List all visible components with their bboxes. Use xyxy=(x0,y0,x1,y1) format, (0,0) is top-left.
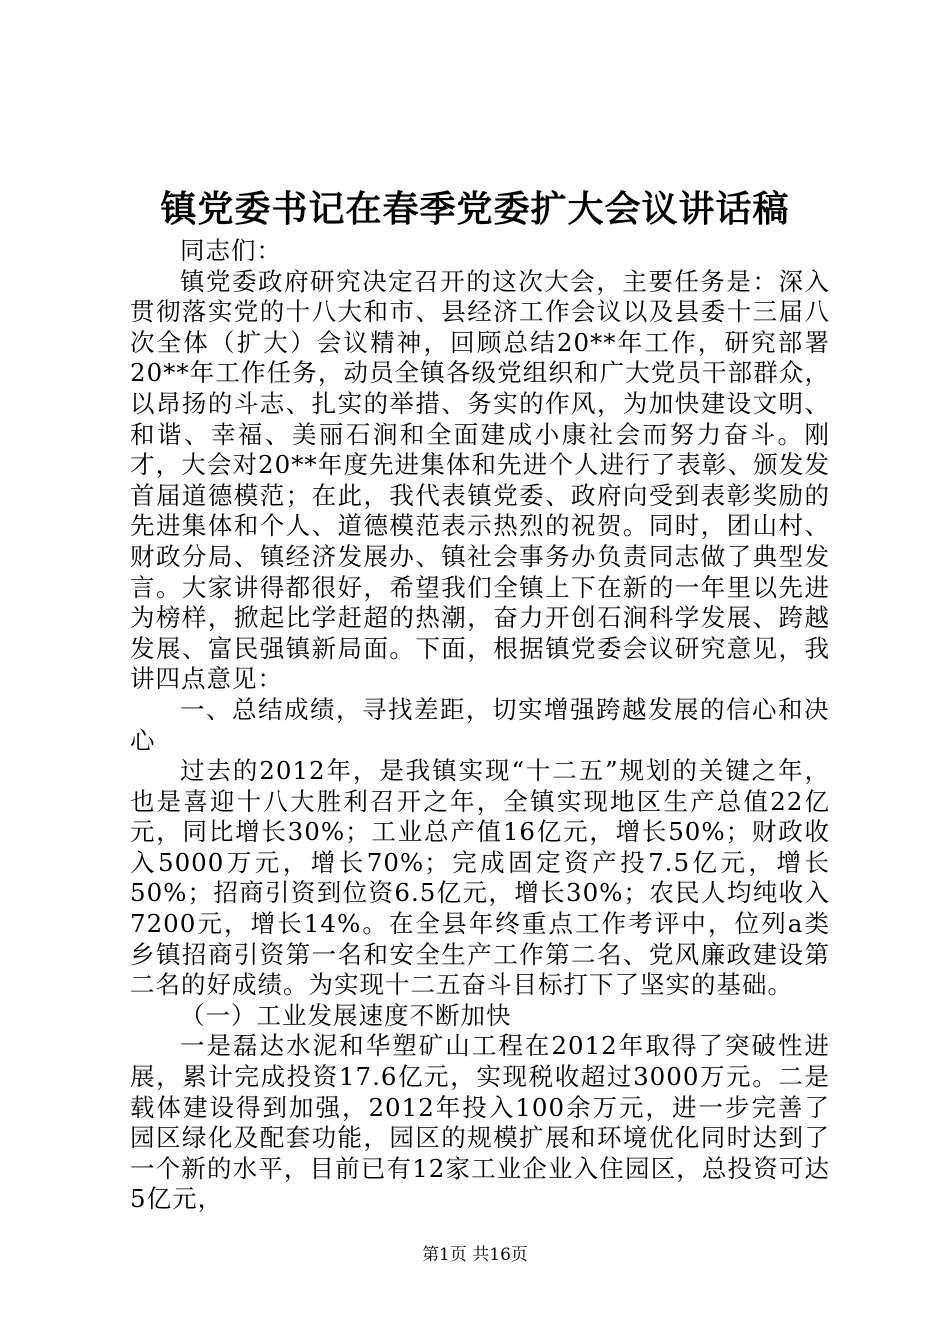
intro-paragraph: 镇党委政府研究决定召开的这次大会，主要任务是：深入贯彻落实党的十八大和市、县经济工作会议以及县委十三届八次全体（扩大）会议精神，回顾总结20**年工作，研究部署20**年工作任务，动员全镇各级党组织和广大党员干部群众，以昂扬的斗志、扎实的举措、务实的作风，为加快建设文明、和谐、幸福、美丽石涧和全面建成小康社会而努力奋斗。刚才，大会对20**年度先进集体和先进个人进行了表彰、颁发发首届道德模范；在此，我代表镇党委、政府向受到表彰奖励的先进集体和个人、道德模范表示热烈的祝贺。同时，团山村、财政分局、镇经济发展办、镇社会事务办负责同志做了典型发言。大家讲得都很好，希望我们全镇上下在新的一年里以先进为榜样，掀起比学赶超的热潮，奋力开创石涧科学发展、跨越发展、富民强镇新局面。下面，根据镇党委会议研究意见，我讲四点意见： xyxy=(130,266,830,694)
subsection-heading-1: （一）工业发展速度不断加快 xyxy=(180,1000,512,1030)
document-title: 镇党委书记在春季党委扩大会议讲话稿 xyxy=(160,188,790,230)
review-paragraph: 过去的2012年，是我镇实现“十二五”规划的关键之年，也是喜迎十八大胜利召开之年，全镇实现地区生产总值22亿元，同比增长30%；工业总产值16亿元，增长50%；财政收入5000万元，增长70%；完成固定资产投7.5亿元，增长50%；招商引资到位资6.5亿元，增长30%；农民人均纯收入7200元，增长14%。在全县年终重点工作考评中，位列a类乡镇招商引资第一名和安全生产工作第二名、党风廉政建设第二名的好成绩。为实现十二五奋斗目标打下了坚实的基础。 xyxy=(130,756,830,1000)
page-footer: 第1页 共16页 xyxy=(422,1245,528,1265)
greeting: 同志们： xyxy=(180,236,282,265)
industry-paragraph: 一是磊达水泥和华塑矿山工程在2012年取得了突破性进展，累计完成投资17.6亿元，实现税收超过3000万元。二是载体建设得到加强，2012年投入100余万元，进一步完善了园区绿化及配套功能，园区的规模扩展和环境优化同时达到了一个新的水平，目前已有12家工业企业入住园区，总投资可达5亿元， xyxy=(130,1031,830,1214)
document-body xyxy=(130,236,830,1215)
section-heading-1: 一、总结成绩，寻找差距，切实增强跨越发展的信心和决心 xyxy=(130,694,830,755)
